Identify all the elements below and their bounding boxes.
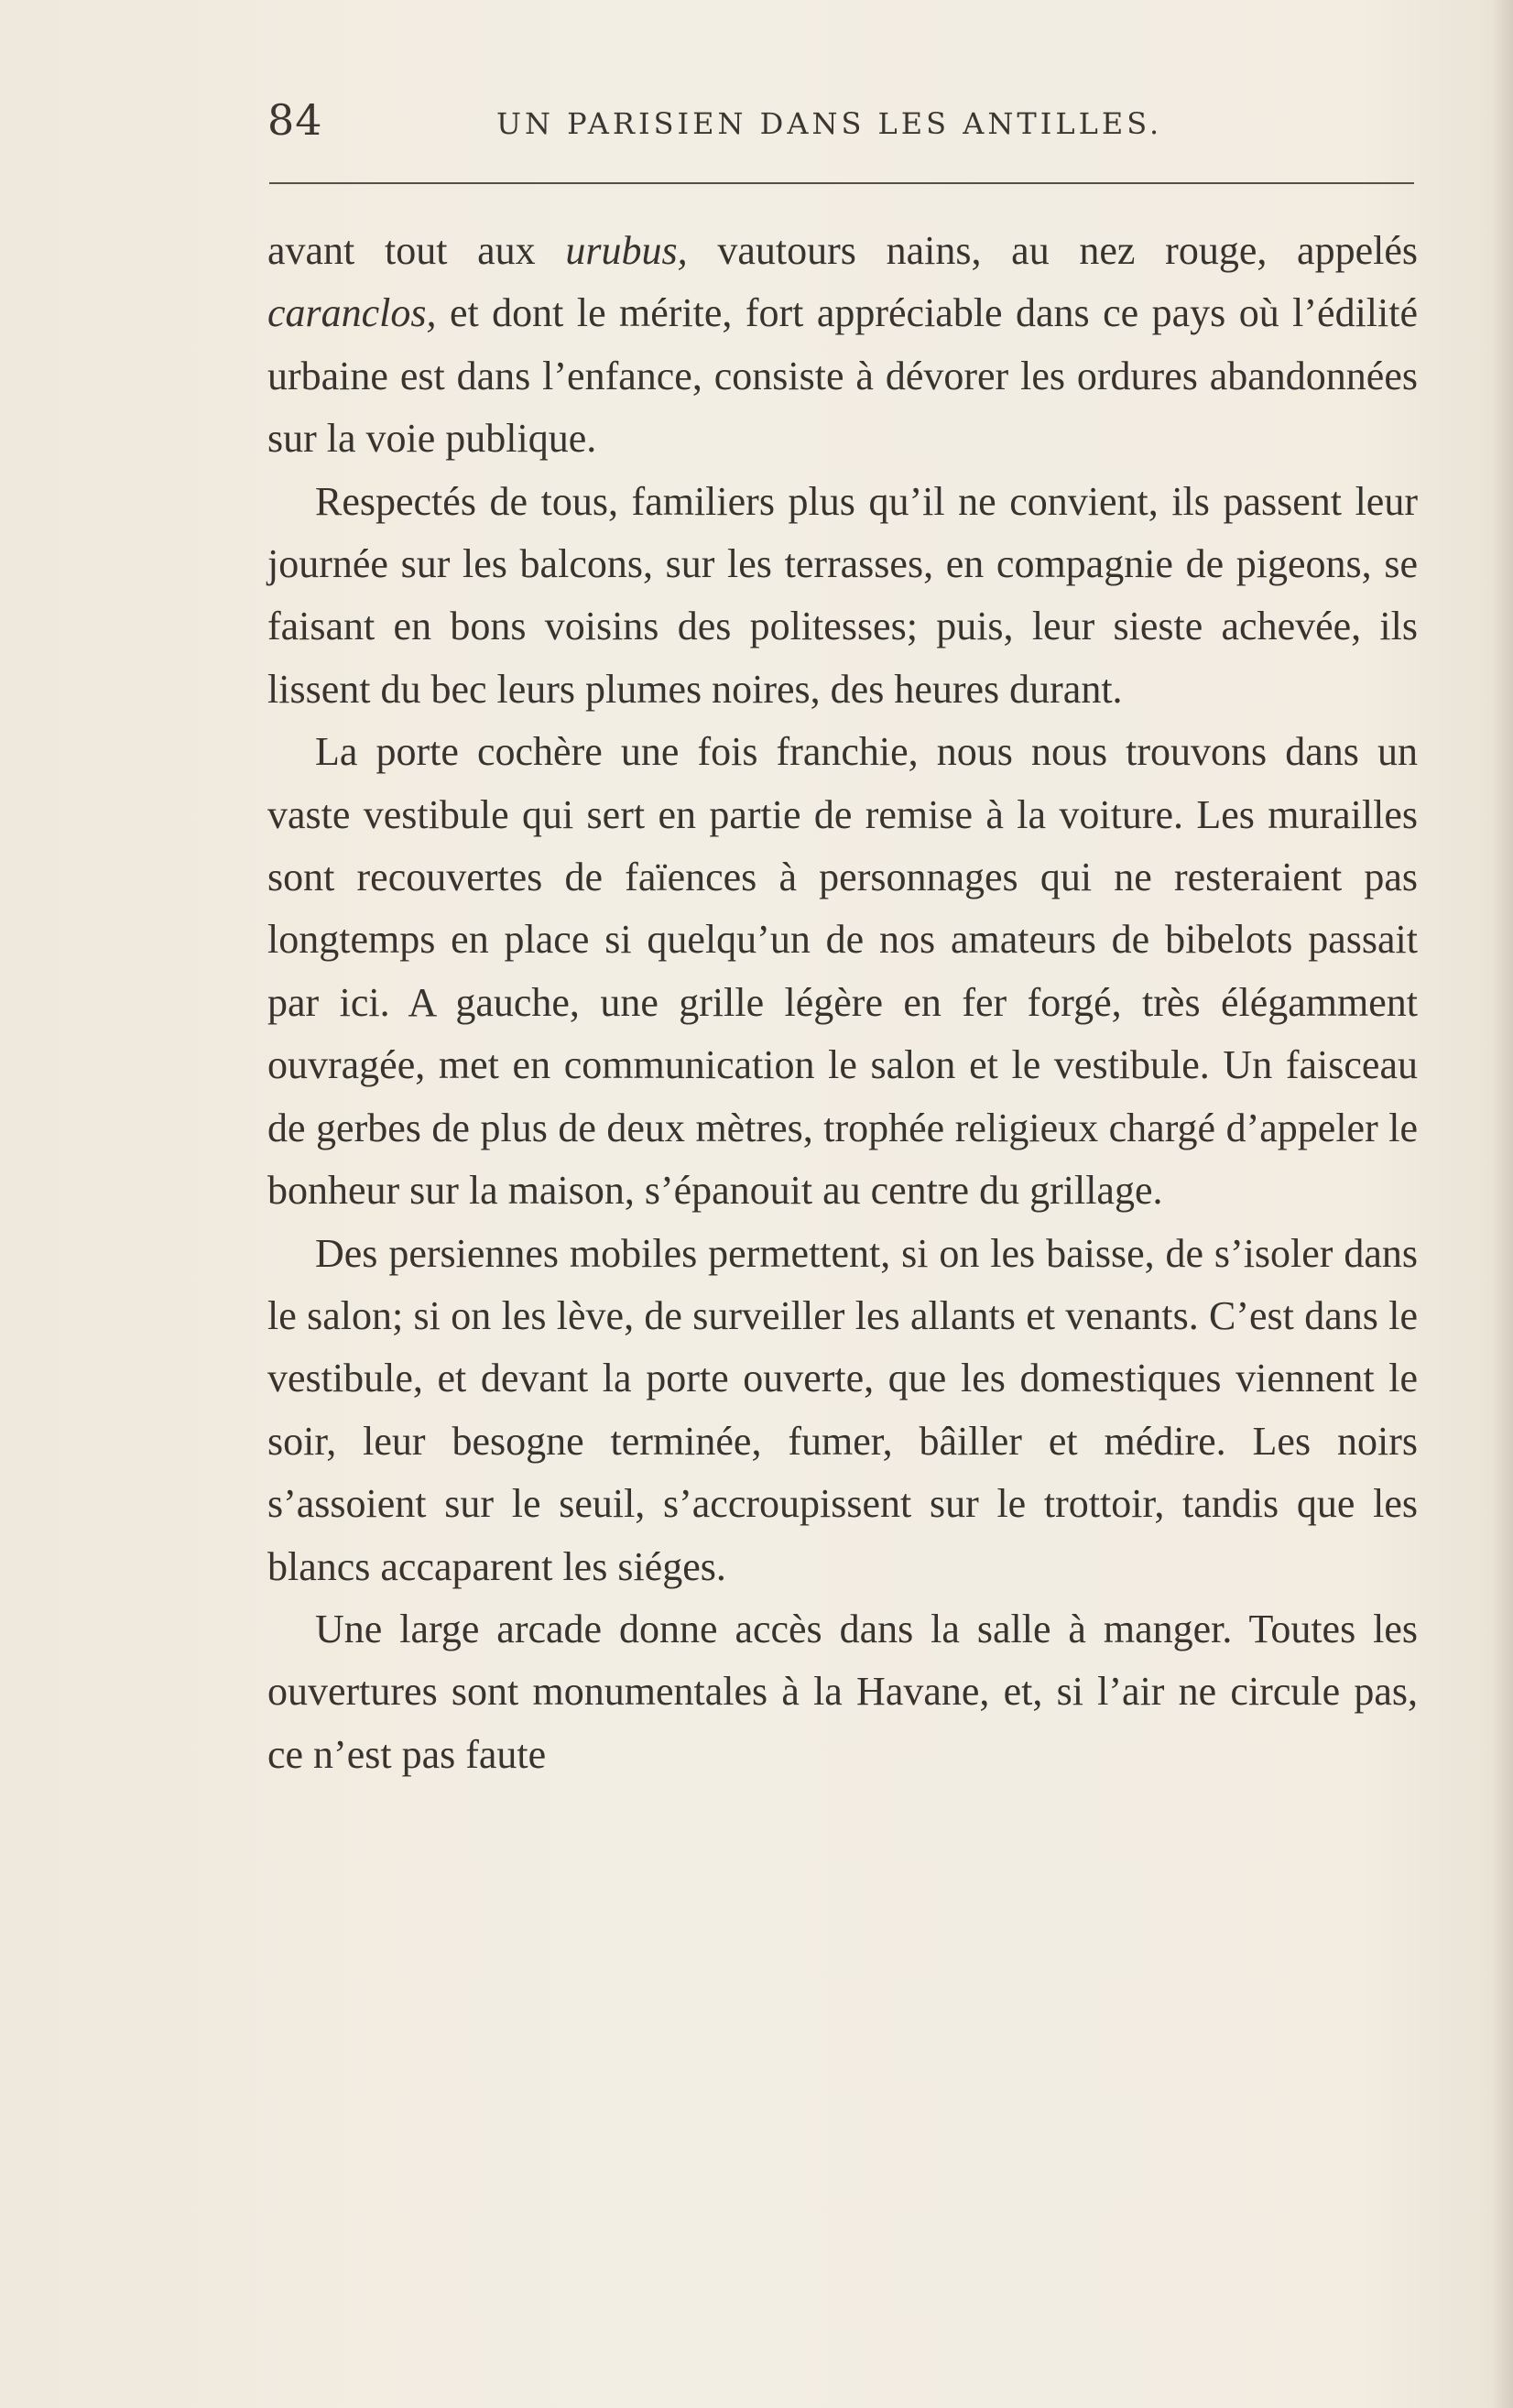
paragraph-5: Une large arcade donne accès dans la salle à manger. Toutes les ouvertures sont monumentales à la Havane, et, si l’air ne circule pas, ce n’est pas faute xyxy=(267,1606,1418,1777)
page-header xyxy=(267,95,1412,150)
body-text xyxy=(267,220,1418,1786)
paragraph-4: Des persiennes mobiles permettent, si on les baisse, de s’isoler dans le salon; si on les lève, de surveiller les allants et venants. C’est dans le vestibule, et devant la porte ouverte, que les domestiques viennent le soir, leur besogne terminée, fumer, bâiller et médire. Les noirs s’assoient sur le seuil, s’accroupissent sur le trottoir, tandis que les blancs accaparent les siéges. xyxy=(267,1230,1418,1589)
paragraph-1-part-a: avant tout aux xyxy=(267,228,566,273)
running-title: UN PARISIEN DANS LES ANTILLES. xyxy=(496,106,1163,141)
paragraph-2: Respectés de tous, familiers plus qu’il ne convient, ils passent leur journée sur les balcons, sur les terrasses, en compagnie de pigeons, se faisant en bons voisins des politesses; puis, leur sieste achevée, ils lissent du bec leurs plumes noires, des heures durant. xyxy=(267,478,1418,712)
italic-term-urubus: urubus, xyxy=(565,228,688,273)
page-number: 84 xyxy=(267,95,323,145)
header-rule xyxy=(269,182,1414,184)
page-edge-shadow xyxy=(1491,0,1513,2408)
paragraph-3: La porte cochère une fois franchie, nous nous trouvons dans un vaste vestibule qui sert en partie de remise à la voiture. Les murailles sont recouvertes de faïences à personnages qui ne resteraient pas longtemps en place si quelqu’un de nos amateurs de bibelots passait par ici. A gauche, une grille légère en fer forgé, très élégamment ouvragée, met en communication le salon et le vestibule. Un faisceau de gerbes de plus de deux mètres, trophée religieux chargé d’appeler le bonheur sur la maison, s’épanouit au centre du grillage. xyxy=(267,729,1418,1214)
paragraph-1-part-c: et dont le mérite, fort appréciable dans ce pays où l’édilité urbaine est dans l’enfance, consiste à dévorer les ordures abandonnées sur la voie publique. xyxy=(267,290,1418,462)
paragraph-1-part-b: vautours nains, au nez rouge, appelés xyxy=(687,228,1418,273)
paragraph-1 xyxy=(267,220,1418,471)
italic-term-caranclos: caranclos, xyxy=(267,290,437,336)
